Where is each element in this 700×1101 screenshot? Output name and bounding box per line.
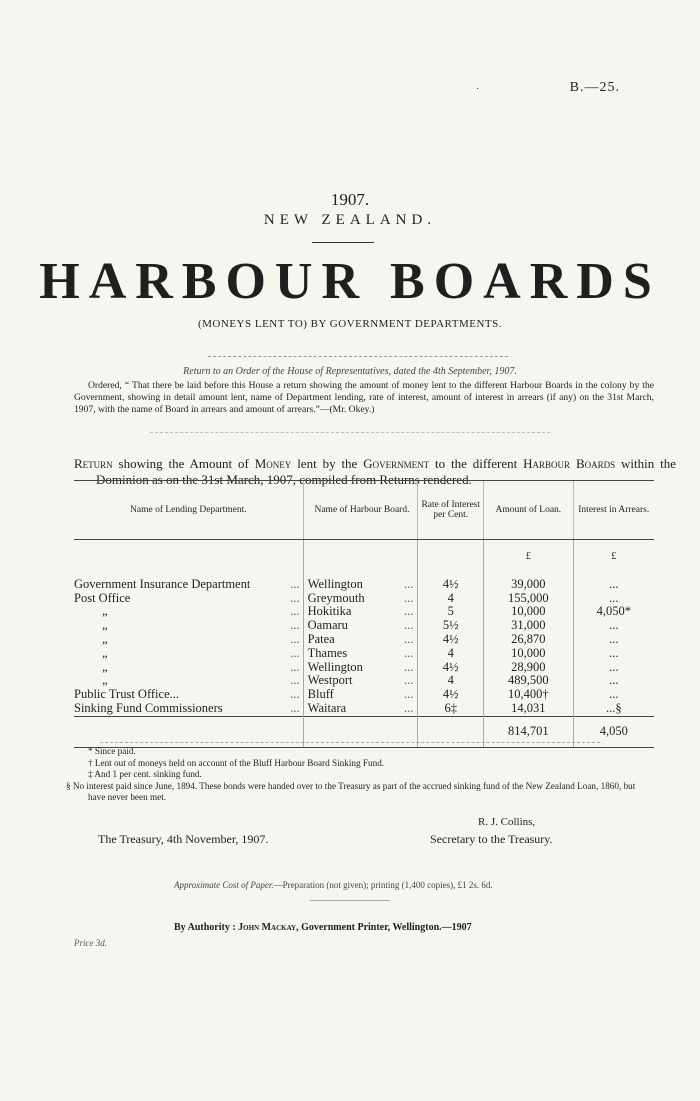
cell-interest: ...: [573, 674, 654, 688]
document-reference: B.—25.: [569, 80, 620, 95]
cell-board: [303, 564, 418, 592]
cell-interest: ...§: [573, 702, 654, 716]
ordered-paragraph: Ordered, “ That there be laid before this House a return showing the amount of money lent to the different Harbour Boards in the colony by the Government, showing in detail amount lent, name of Department lending, rate of interest, amount of interest in arrears (if any) on the 31st March, 1907, with the name of Board in arrears and amount of arrears.”—(Mr. Okey.): [74, 380, 654, 415]
total-interest: 4,050: [573, 716, 654, 747]
col-header-board: Name of Harbour Board.: [303, 481, 418, 540]
cell-department: [74, 702, 303, 716]
return-order-note: Return to an Order of the House of Representatives, dated the 4th September, 1907.: [183, 366, 517, 377]
table-row: [74, 661, 654, 675]
cell-amount: 28,900: [484, 661, 573, 675]
country-name: NEW ZEALAND.: [263, 212, 437, 228]
department-name: „: [102, 673, 109, 688]
table-row: [74, 564, 654, 592]
cell-interest: ...: [573, 661, 654, 675]
cost-of-paper: [174, 880, 493, 890]
cell-amount: 155,000: [484, 592, 573, 606]
heading-text: to the different: [429, 456, 524, 471]
authority-prefix: By Authority :: [174, 922, 239, 933]
cell-board: [303, 605, 418, 619]
leader-dots: ...: [290, 631, 300, 646]
table-row: [74, 605, 654, 619]
loans-table: [74, 480, 654, 748]
leader-dots: ...: [290, 673, 300, 688]
cell-amount: 10,000: [484, 605, 573, 619]
heading-word: Government: [363, 456, 430, 471]
leader-dots: ...: [403, 590, 414, 605]
cell-department: [74, 633, 303, 647]
cell-rate: 4½: [418, 564, 484, 592]
divider: [310, 900, 390, 901]
col-header-department: Name of Lending Department.: [74, 481, 303, 540]
leader-dots: ...: [290, 687, 300, 702]
leader-dots: ...: [403, 618, 414, 633]
stray-mark: ·: [476, 84, 480, 95]
leader-dots: ...: [403, 700, 414, 715]
leader-dots: ...: [290, 659, 300, 674]
heading-text: within the Dominion as on the 31st March, 1907, compiled from Returns rendered.: [96, 456, 677, 487]
cell-amount: 10,400†: [484, 688, 573, 702]
currency-symbol: £: [573, 540, 654, 564]
footnote: * Since paid.: [88, 746, 136, 756]
signatory-title: Secretary to the Treasury.: [430, 832, 553, 846]
cell-interest: ...: [573, 688, 654, 702]
board-name: Wellington: [307, 576, 363, 591]
divider: [150, 432, 550, 433]
department-name: Post Office: [74, 590, 131, 605]
cell-department: [74, 564, 303, 592]
divider: [312, 242, 374, 243]
printer-name: John Mackay: [238, 922, 297, 933]
heading-text: showing the Amount of: [112, 456, 255, 471]
cell-rate: 4½: [418, 633, 484, 647]
cell-amount: 39,000: [484, 564, 573, 592]
place-date: The Treasury, 4th November, 1907.: [98, 832, 269, 846]
board-name: Hokitika: [307, 604, 352, 619]
board-name: Westport: [307, 673, 353, 688]
board-name: Patea: [307, 631, 335, 646]
leader-dots: ...: [403, 673, 414, 688]
cell-interest: ...: [573, 592, 654, 606]
table-row: [74, 647, 654, 661]
department-name: „: [102, 618, 109, 633]
board-name: Thames: [307, 645, 348, 660]
table-row: [74, 674, 654, 688]
board-name: Oamaru: [307, 618, 348, 633]
cell-rate: 4½: [418, 661, 484, 675]
cell-board: [303, 661, 418, 675]
leader-dots: ...: [403, 687, 414, 702]
cell-interest: ...: [573, 633, 654, 647]
table-row: [74, 619, 654, 633]
table-row: [74, 633, 654, 647]
leader-dots: ...: [290, 590, 300, 605]
cost-label: Approximate Cost of Paper.: [174, 880, 274, 890]
price: Price 3d.: [74, 938, 107, 948]
leader-dots: ...: [403, 604, 414, 619]
board-name: Greymouth: [307, 590, 365, 605]
total-amount: 814,701: [484, 716, 573, 747]
year: 1907.: [330, 190, 370, 209]
leader-dots: ...: [290, 645, 300, 660]
authority-suffix: , Government Printer, Wellington.—1907: [296, 922, 472, 933]
cell-interest: ...: [573, 647, 654, 661]
divider: [208, 356, 508, 357]
department-name: „: [102, 659, 109, 674]
cell-board: [303, 702, 418, 716]
footnote: † Lent out of moneys held on account of the Bluff Harbour Board Sinking Fund.: [88, 757, 385, 768]
board-name: Wellington: [307, 659, 363, 674]
department-name: „: [102, 604, 109, 619]
heading-word: Money: [254, 456, 292, 471]
currency-row: [74, 540, 654, 564]
leader-dots: ...: [290, 618, 300, 633]
cell-rate: 5: [418, 605, 484, 619]
col-header-interest: Interest in Arrears.: [573, 481, 654, 540]
table-row: [74, 702, 654, 716]
cell-board: [303, 674, 418, 688]
col-header-amount: Amount of Loan.: [484, 481, 573, 540]
table-row: [74, 688, 654, 702]
leader-dots: ...: [290, 700, 300, 715]
department-name: „: [102, 631, 109, 646]
cell-amount: 10,000: [484, 647, 573, 661]
currency-symbol: £: [484, 540, 573, 564]
cell-board: [303, 619, 418, 633]
divider: [100, 742, 600, 743]
cell-department: [74, 605, 303, 619]
cell-department: [74, 661, 303, 675]
cell-rate: 4½: [418, 688, 484, 702]
footnotes: [66, 746, 654, 804]
footnote: ‡ And 1 per cent. sinking fund.: [88, 769, 202, 779]
department-name: Public Trust Office...: [74, 687, 179, 702]
cell-interest: ...: [573, 619, 654, 633]
department-name: „: [102, 645, 109, 660]
cell-amount: 489,500: [484, 674, 573, 688]
cell-board: [303, 647, 418, 661]
cell-department: [74, 688, 303, 702]
department-name: Sinking Fund Commissioners: [74, 700, 223, 715]
leader-dots: ...: [403, 659, 414, 674]
cell-board: [303, 592, 418, 606]
document-title: HARBOUR BOARDS: [39, 253, 661, 310]
heading-text: lent by the: [291, 456, 364, 471]
leader-dots: ...: [403, 631, 414, 646]
cell-amount: 26,870: [484, 633, 573, 647]
cell-rate: 5½: [418, 619, 484, 633]
heading-word: Return: [74, 456, 113, 471]
cost-text: —Preparation (not given); printing (1,400 copies), £1 2s. 6d.: [273, 880, 493, 890]
cell-rate: 4: [418, 674, 484, 688]
cell-board: [303, 688, 418, 702]
leader-dots: ...: [290, 576, 300, 591]
document-subtitle: (MONEYS LENT TO) BY GOVERNMENT DEPARTMENTS.: [197, 318, 502, 330]
heading-word: Boards: [575, 456, 616, 471]
leader-dots: ...: [403, 645, 414, 660]
cell-department: [74, 592, 303, 606]
cell-board: [303, 633, 418, 647]
cell-amount: 31,000: [484, 619, 573, 633]
cell-department: [74, 619, 303, 633]
cell-department: [74, 647, 303, 661]
cell-rate: 6‡: [418, 702, 484, 716]
heading-word: Harbour: [523, 456, 571, 471]
department-name: Government Insurance Department: [74, 576, 251, 591]
cell-amount: 14,031: [484, 702, 573, 716]
cell-rate: 4: [418, 647, 484, 661]
cell-department: [74, 674, 303, 688]
printer-authority: [174, 922, 472, 933]
footnote: § No interest paid since June, 1894. These bonds were handed over to the Treasury as part of the accrued sinking fund of the New Zealand Loan, 1860, but have never been met.: [66, 780, 636, 802]
col-header-rate: Rate of Interest per Cent.: [418, 481, 484, 540]
board-name: Bluff: [307, 687, 334, 702]
signatory-name: R. J. Collins,: [478, 816, 536, 828]
board-name: Waitara: [307, 700, 347, 715]
cell-rate: 4: [418, 592, 484, 606]
cell-interest: 4,050*: [573, 605, 654, 619]
cell-interest: ...: [573, 564, 654, 592]
table-row: [74, 592, 654, 606]
leader-dots: ...: [403, 576, 414, 591]
leader-dots: ...: [290, 604, 300, 619]
